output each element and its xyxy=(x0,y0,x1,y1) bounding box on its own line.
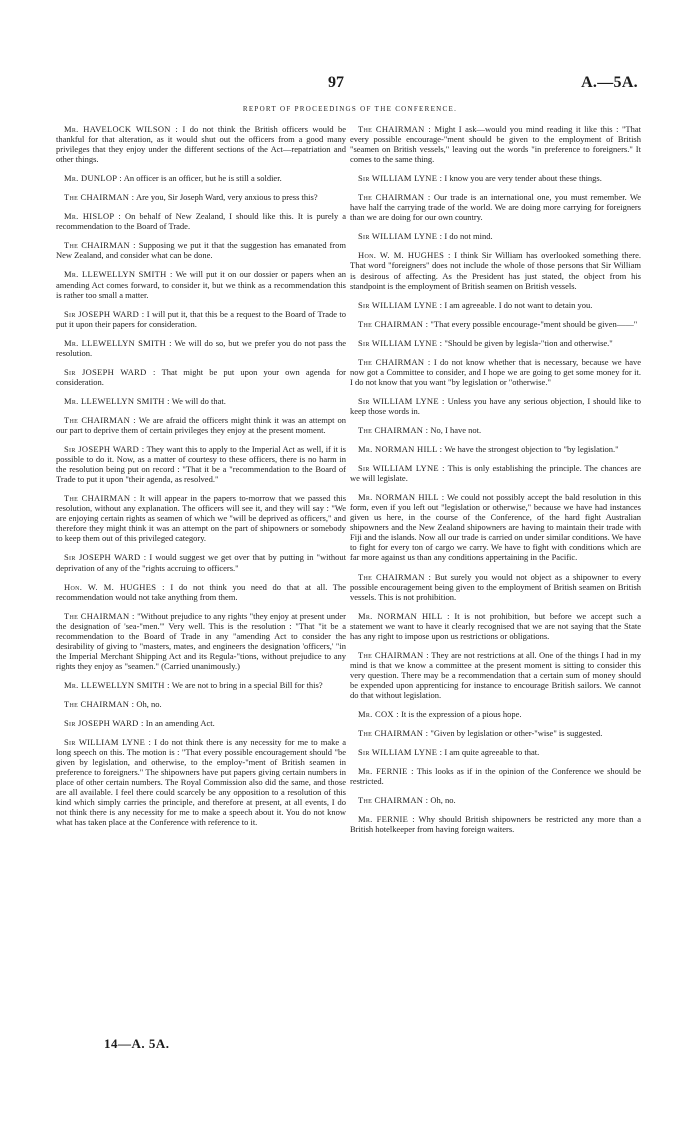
document-code: A.—5A. xyxy=(581,74,638,91)
speaker: Mr. NORMAN HILL : xyxy=(358,492,445,503)
speech: It is not prohibition, but before we accept such a statement we want to have it clearly recognised that we are not saying that the State has any right to impose upon us restrictions or obligations. xyxy=(350,610,641,641)
speaker: Hon. W. M. HUGHES : xyxy=(358,250,451,261)
speaker: The CHAIRMAN : xyxy=(358,124,432,134)
paragraph xyxy=(56,582,346,602)
speech: We are not to bring in a special Bill for this? xyxy=(171,679,323,690)
speech: I would suggest we get over that by putting in "without deprivation of any of the "rights accruing to officers." xyxy=(56,552,347,573)
speaker: Sir WILLIAM LYNE : xyxy=(358,463,445,474)
speaker: Mr. NORMAN HILL : xyxy=(358,444,443,455)
paragraph xyxy=(56,309,346,329)
paragraph xyxy=(350,338,641,348)
paragraph xyxy=(350,357,641,387)
signature-mark: 14—A. 5A. xyxy=(104,1036,170,1051)
speaker: Sir WILLIAM LYNE : xyxy=(358,337,443,348)
speaker: Sir JOSEPH WARD : xyxy=(64,366,156,377)
speech: They want this to apply to the Imperial Act as well, if it is possible to do it. Now, as a matter of courtesy to these officers, there is no harm in the resolution being put on record : "That it be a "recommendation to the Board of Trade to put it upon "their agenda, as resolved." xyxy=(56,444,346,485)
speech: I do not think there is any necessity for me to make a long speech on this. The motion is : "That every possible encouragement should "be given by legislation, and otherwise, to the employ-"ment of British seamen in preference to foreigners." The shipowners have put papers giving certain numbers in place of other certain numbers. The Royal Commission also did the same, and those are all available. I feel there could scarcely be any opposition to a resolution of this kind which simply carries the principle, and therefore at present, at all events, I do not think there is any necessity for me to make a speech about it. You do not know what has taken place at the Conference with reference to it. xyxy=(56,737,346,828)
speaker: Sir JOSEPH WARD : xyxy=(64,444,145,455)
speaker: Sir WILLIAM LYNE : xyxy=(358,173,443,184)
paragraph xyxy=(350,747,641,757)
paragraph xyxy=(56,192,346,202)
speech: In an amending Act. xyxy=(145,718,215,729)
speaker: Sir WILLIAM LYNE : xyxy=(64,737,152,748)
speech: But surely you would not object as a shipowner to every possible encouragement being given to the employment of British seamen on British vessels. This is not prohibition. xyxy=(350,571,641,602)
paragraph xyxy=(56,269,346,299)
paragraph xyxy=(56,124,346,164)
speaker: Sir WILLIAM LYNE : xyxy=(358,299,443,310)
speech: No, I have not. xyxy=(430,424,482,435)
right-column xyxy=(350,124,641,843)
paragraph xyxy=(56,493,346,543)
speaker: Mr. COX : xyxy=(358,709,399,720)
speaker: Sir WILLIAM LYNE : xyxy=(358,747,443,758)
speech: We have the strongest objection to "by legislation." xyxy=(444,444,619,455)
paragraph xyxy=(56,240,346,260)
speech: Oh, no. xyxy=(430,795,456,806)
speech: I know you are very tender about these things. xyxy=(444,173,602,184)
speaker: The CHAIRMAN : xyxy=(358,424,429,435)
speech: We will do that. xyxy=(171,395,226,406)
speaker: The CHAIRMAN : xyxy=(358,649,429,660)
speaker: Sir JOSEPH WARD : xyxy=(64,308,145,319)
speaker: Mr. FERNIE : xyxy=(358,814,415,825)
speech: "Should be given by legisla-"tion and otherwise." xyxy=(444,337,613,348)
speech: I do not mind. xyxy=(444,231,493,242)
speech: We will do so, but we prefer you do not pass the resolution. xyxy=(56,337,346,358)
speaker: Hon. W. M. HUGHES : xyxy=(64,581,165,592)
speech: I will put it, that this be a request to the Board of Trade to put it upon their papers for consideration. xyxy=(56,308,346,329)
paragraph xyxy=(56,396,346,406)
speaker: Mr. LLEWELLYN SMITH : xyxy=(64,269,173,280)
speech: We will put it on our dossier or papers when an amending Act comes forward, to consider it, but we think as a recommendation this is rather too small a matter. xyxy=(56,269,346,300)
speaker: The CHAIRMAN : xyxy=(358,192,431,203)
speech: Why should British shipowners be restricted any more than a British hotelkeeper from having foreign waiters. xyxy=(350,814,641,835)
speaker: Mr. LLEWELLYN SMITH : xyxy=(64,337,172,348)
speaker: The CHAIRMAN : xyxy=(64,192,135,203)
paragraph xyxy=(56,367,346,387)
speech: Supposing we put it that the suggestion has emanated from New Zealand, and consider what can be done. xyxy=(56,240,346,261)
paragraph xyxy=(56,415,346,435)
paragraph xyxy=(56,552,346,572)
speaker: Mr. FERNIE : xyxy=(358,766,414,777)
paragraph xyxy=(350,492,641,562)
paragraph xyxy=(350,231,641,241)
paragraph xyxy=(56,338,346,358)
speaker: Mr. LLEWELLYN SMITH : xyxy=(64,679,170,690)
paragraph xyxy=(350,425,641,435)
speaker: The CHAIRMAN : xyxy=(64,493,137,504)
speech: Our trade is an international one, you must remember. We have half the carrying trade of the world. We are doing more carrying for foreigners than we are doing for our own country. xyxy=(350,192,641,223)
speaker: Mr. DUNLOP : xyxy=(64,173,123,184)
speaker: The CHAIRMAN : xyxy=(358,356,431,367)
paragraph xyxy=(56,737,346,827)
speech: Oh, no. xyxy=(136,698,162,709)
left-column xyxy=(56,124,346,836)
paragraph xyxy=(350,463,641,483)
paragraph xyxy=(350,766,641,786)
speaker: The CHAIRMAN : xyxy=(64,414,136,425)
paragraph xyxy=(350,192,641,222)
paragraph xyxy=(56,680,346,690)
speech: We are afraid the officers might think it was an attempt on our part to deprive them of certain privileges they enjoy at the present moment. xyxy=(56,414,346,435)
speaker: Sir JOSEPH WARD : xyxy=(64,552,147,563)
paragraph xyxy=(350,709,641,719)
paragraph xyxy=(350,250,641,290)
speech: "That every possible encourage-"ment should be given——" xyxy=(430,318,638,329)
speaker: Sir WILLIAM LYNE : xyxy=(358,395,445,406)
paragraph xyxy=(350,814,641,834)
speaker: Mr. LLEWELLYN SMITH : xyxy=(64,395,170,406)
paragraph xyxy=(350,173,641,183)
paragraph xyxy=(56,718,346,728)
speaker: Mr. NORMAN HILL : xyxy=(358,610,450,621)
speech: Unless you have any serious objection, I should like to keep those words in. xyxy=(350,395,641,416)
paragraph xyxy=(350,319,641,329)
speaker: The CHAIRMAN : xyxy=(358,318,429,329)
speaker: Mr. HISLOP : xyxy=(64,211,122,222)
speaker: The CHAIRMAN : xyxy=(358,728,429,739)
speech: They are not restrictions at all. One of the things I had in my mind is that we know a committee at the present moment is sitting to consider this very question. There may be a recommendation that a certain sum of money should be expended upon apprenticing for instance to encourage British sailors. We cannot do that without legislation. xyxy=(350,649,641,700)
speech: I am agreeable. I do not want to detain you. xyxy=(444,299,593,310)
paragraph xyxy=(350,611,641,641)
speech: An officer is an officer, but he is still a soldier. xyxy=(123,173,282,184)
paragraph xyxy=(350,444,641,454)
speech: "Without prejudice to any rights "they enjoy at present under the designation of 'sea-"men.'" Very well. This is the resolution : "That "it be a recommendation to the Board of Trade in any "amending Act to consider the desirability of giving to "masters, mates, and engineers the designation 'officers,' "in the Imperial Merchant Shipping Act and its Regula-"tions, without prejudice to any rights they enjoy as "seamen." (Carried unanimously.) xyxy=(56,610,346,671)
paragraph xyxy=(350,795,641,805)
speech: This looks as if in the opinion of the Conference we should be restricted. xyxy=(350,766,641,787)
paragraph xyxy=(56,444,346,484)
speaker: The CHAIRMAN : xyxy=(358,795,429,806)
speech: I do not think you need do that at all. The recommendation would not take anything from them. xyxy=(56,581,346,602)
paragraph xyxy=(56,173,346,183)
speech: Might I ask—would you mind reading it like this : "That every possible encourage-"ment should be given to the employment of British "seamen on British vessels," leaving out the words "in preference to foreigners." It comes to the same thing. xyxy=(350,124,642,165)
speech: "Given by legislation or other-"wise" is suggested. xyxy=(430,728,603,739)
speech: It will appear in the papers to-morrow that we passed this resolution, without any explanation. The officers will see it, and they will say : "We are enjoying certain rights as seamen of which we "will be deprived as officers," and therefore they might think it was an attempt on the part of shipowners or somebody to keep them out of this privileged category. xyxy=(56,493,346,544)
speaker: The CHAIRMAN : xyxy=(64,240,136,251)
paragraph xyxy=(350,124,641,164)
speech: Are you, Sir Joseph Ward, very anxious to press this? xyxy=(135,192,318,203)
paragraph xyxy=(56,211,346,231)
speech: This is only establishing the principle. The chances are we will legislate. xyxy=(350,463,641,484)
speech: We could not possibly accept the bald resolution in this form, even if you left out "legislation or otherwise," because we have had instances given us here, in the course of the Conference, of the hard fight Australian shipowners and the New Zealand shipowners are having to maintain their trade with Fiji and the islands. Now all our trade is carried on under similar conditions. We have to fight for every ton of cargo we carry. We have to fight with conditions which are far more against us than any conditions appertaining in the Pacific. xyxy=(350,492,641,563)
speech: I do not think the British officers would be thankful for that alteration, as it would shut out the officers from a good many privileges that they enjoy under the different sections of the Act—repatriation and other things. xyxy=(56,124,346,165)
speaker: The CHAIRMAN : xyxy=(64,610,135,621)
speaker: Sir JOSEPH WARD : xyxy=(64,718,144,729)
speech: On behalf of New Zealand, I should like this. It is purely a recommendation to the Board of Trade. xyxy=(56,211,346,232)
paragraph xyxy=(350,572,641,602)
speech: I am quite agreeable to that. xyxy=(444,747,540,758)
speaker: The CHAIRMAN : xyxy=(64,698,135,709)
paragraph xyxy=(56,699,346,709)
paragraph xyxy=(56,611,346,671)
speech: I do not know whether that is necessary, because we have now got a Committee to consider, and I hope we are going to get some money for it. I do not know that you want "by legislation or "otherwise." xyxy=(350,356,641,387)
speaker: The CHAIRMAN : xyxy=(358,571,432,582)
page-number: 97 xyxy=(328,74,344,91)
paragraph xyxy=(350,728,641,738)
paragraph xyxy=(350,396,641,416)
paragraph xyxy=(350,300,641,310)
speech: I think Sir William has overlooked something there. That word "foreigners" does not include the whole of those persons that Sir William is desirous of affecting. As the President has just stated, the object from his standpoint is the employment of British seamen on British vessels. xyxy=(350,250,641,291)
speech: That might be put upon your own agenda for consideration. xyxy=(56,366,346,387)
speaker: Sir WILLIAM LYNE : xyxy=(358,231,443,242)
speaker: Mr. HAVELOCK WILSON : xyxy=(64,124,179,134)
speech: It is the expression of a pious hope. xyxy=(401,709,522,720)
paragraph xyxy=(350,650,641,700)
section-title: REPORT OF PROCEEDINGS OF THE CONFERENCE. xyxy=(242,105,458,113)
